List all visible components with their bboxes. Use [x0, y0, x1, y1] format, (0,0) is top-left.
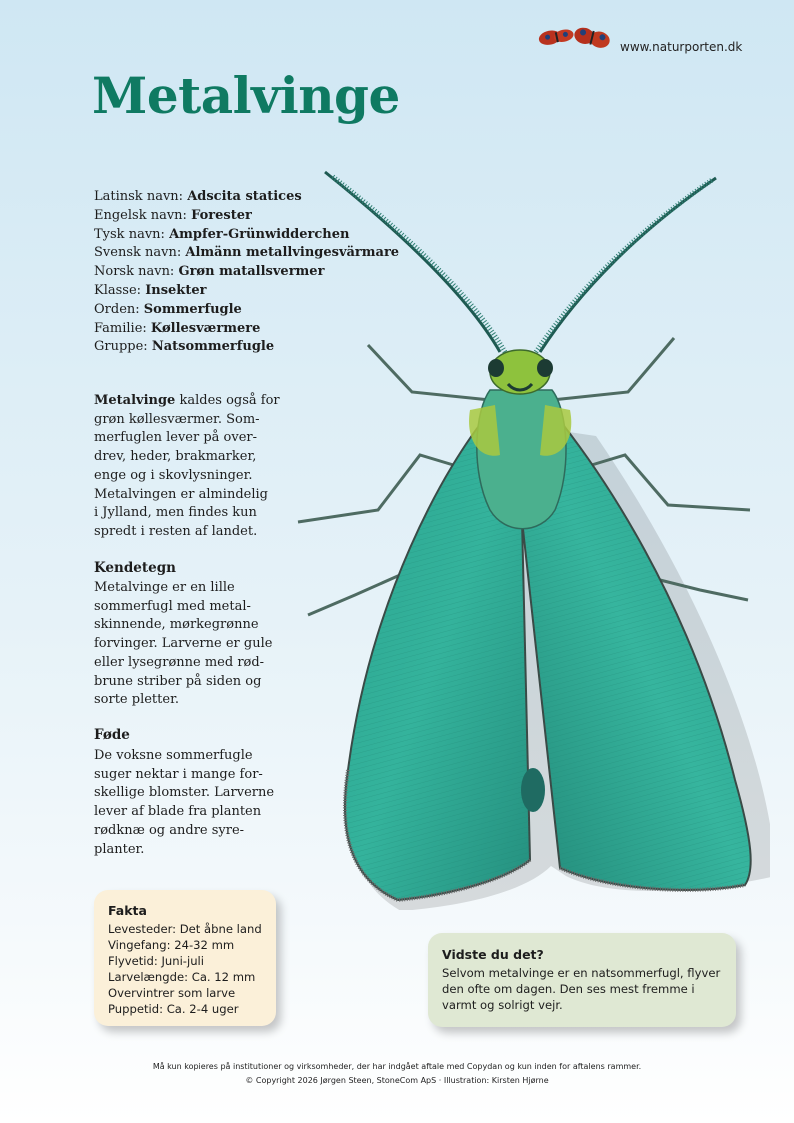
- name-label: Svensk navn:: [94, 245, 182, 261]
- name-label: Klasse:: [94, 282, 142, 298]
- name-label: Latinsk navn:: [94, 189, 184, 204]
- fakta-item: Flyvetid: Juni-juli: [108, 954, 204, 968]
- name-value: Forester: [191, 207, 252, 223]
- kendetegn-line: brune striber på siden og: [94, 673, 262, 689]
- intro-line: drev, heder, brakmarker,: [94, 449, 257, 465]
- name-label: Norsk navn:: [94, 264, 175, 280]
- footer: [0, 1060, 794, 1088]
- intro-bold: Metalvinge: [94, 393, 176, 408]
- fode-line: De voksne sommerfugle: [94, 748, 253, 763]
- kendetegn-line: sorte pletter.: [94, 692, 179, 708]
- intro-line: Metalvingen er almindelig: [94, 486, 268, 502]
- fakta-list: [108, 921, 262, 1017]
- intro-line: spredt i resten af landet.: [94, 523, 258, 539]
- intro-line: i Jylland, men findes kun: [94, 505, 257, 521]
- fode-line: lever af blade fra planten: [94, 804, 262, 820]
- name-value: Ampfer-Grünwidderchen: [169, 226, 350, 242]
- moth-illustration: [290, 160, 770, 910]
- fakta-item: Vingefang: 24-32 mm: [108, 938, 235, 952]
- name-label: Tysk navn:: [94, 226, 165, 242]
- name-value: Natsommerfugle: [151, 339, 275, 355]
- butterfly-icon: [538, 20, 616, 56]
- did-you-know-text: Selvom metalvinge er en natsommerfugl, flyver den ofte om dagen. Den ses mest fremme i varmt og solrigt vejr.: [442, 966, 721, 1012]
- site-url[interactable]: www.naturporten.dk: [620, 40, 743, 54]
- fakta-item: Overvintrer som larve: [108, 986, 236, 1000]
- fakta-title: Fakta: [108, 903, 147, 918]
- name-value: Køllesværmere: [150, 320, 261, 336]
- intro-line: merfuglen lever på over-: [94, 430, 258, 446]
- kendetegn-line: sommerfugl med metal-: [94, 598, 251, 614]
- name-value: Insekter: [145, 282, 207, 298]
- footer-copyright: © Copyright 2026 Jørgen Steen, StoneCom ApS · Illustration: Kirsten Hjørne: [245, 1076, 549, 1085]
- kendetegn-line: skinnende, mørkegrønne: [94, 617, 259, 633]
- kendetegn-line: forvinger. Larverne er gule: [94, 636, 273, 652]
- name-label: Engelsk navn:: [94, 207, 187, 223]
- name-label: Familie:: [94, 320, 147, 336]
- fakta-box: [94, 890, 276, 1026]
- fode-line: planter.: [94, 841, 145, 857]
- intro-text: kaldes også for: [175, 393, 280, 408]
- intro-line: [94, 392, 280, 411]
- name-value: Grøn matallsvermer: [178, 264, 325, 280]
- did-you-know-title: Vidste du det?: [442, 947, 544, 962]
- page-title: Metalvinge: [92, 66, 400, 125]
- footer-license: Må kun kopieres på institutioner og virksomheder, der har indgået aftale med Copydan og kun inden for aftalens rammer.: [152, 1062, 642, 1071]
- did-you-know-box: [428, 933, 736, 1027]
- fode-heading: Føde: [94, 727, 130, 743]
- name-value: Almänn metallvingesvärmare: [185, 245, 400, 261]
- name-label: Orden:: [94, 301, 140, 317]
- name-value: Adscita statices: [187, 189, 302, 204]
- intro-paragraph: [94, 392, 280, 542]
- fode-body: [94, 747, 280, 859]
- fakta-item: Levesteder: Det åbne land: [108, 922, 262, 936]
- kendetegn-line: Metalvinge er en lille: [94, 580, 235, 595]
- fode-line: rødknæ og andre syre-: [94, 822, 245, 838]
- kendetegn-heading: Kendetegn: [94, 560, 176, 576]
- intro-line: enge og i skovlysninger.: [94, 467, 253, 483]
- fakta-item: Puppetid: Ca. 2-4 uger: [108, 1002, 239, 1016]
- kendetegn-line: eller lysegrønne med rød-: [94, 654, 265, 670]
- fakta-item: Larvelængde: Ca. 12 mm: [108, 970, 256, 984]
- name-value: Sommerfugle: [143, 301, 242, 317]
- name-label: Gruppe:: [94, 339, 148, 355]
- intro-line: grøn køllesværmer. Som-: [94, 411, 260, 427]
- kendetegn-body: [94, 579, 280, 710]
- fode-line: skellige blomster. Larverne: [94, 785, 275, 801]
- fode-line: suger nektar i mange for-: [94, 766, 263, 782]
